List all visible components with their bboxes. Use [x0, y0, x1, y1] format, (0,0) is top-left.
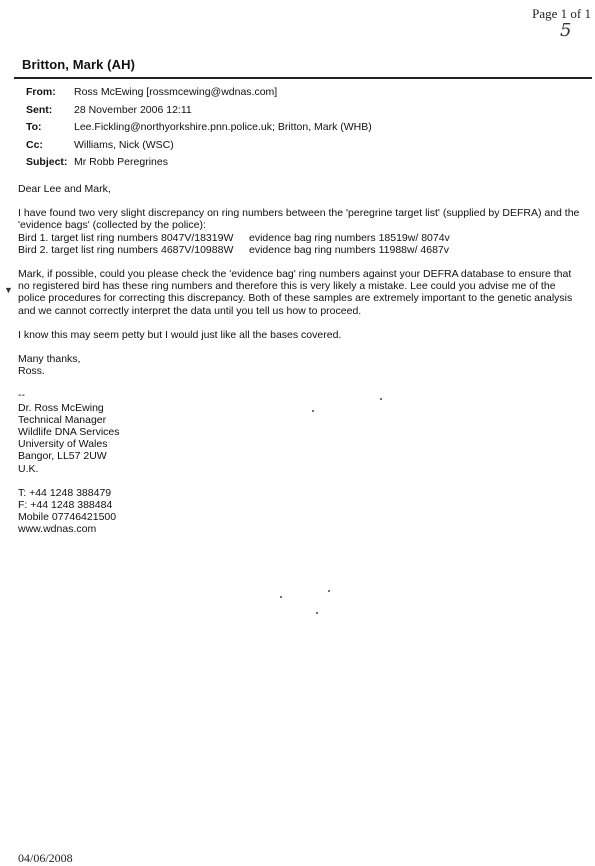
- para3: I know this may seem petty but I would just like all the bases covered.: [18, 328, 342, 341]
- signature-name: Dr. Ross McEwing: [18, 401, 104, 414]
- page-title: Britton, Mark (AH): [22, 57, 136, 72]
- from-label: From:: [26, 86, 56, 98]
- cc-value: Williams, Nick (WSC): [74, 138, 174, 151]
- signature-org: Wildlife DNA Services: [18, 426, 120, 439]
- from-row: [26, 84, 372, 102]
- signature-country: U.K.: [18, 462, 39, 475]
- footer-date: 04/06/2008: [18, 851, 73, 865]
- email-headers: [26, 84, 372, 172]
- bird2-target: Bird 2. target list ring numbers 4687V/10988W: [18, 243, 234, 256]
- cc-row: [26, 137, 372, 155]
- margin-mark: ▼: [4, 285, 13, 295]
- subject-row: [26, 154, 372, 172]
- para1-line2: 'evidence bags' (collected by the police):: [18, 219, 206, 232]
- cc-label: Cc:: [26, 138, 43, 151]
- scan-speck: [316, 612, 318, 614]
- bird2-row: [18, 244, 593, 256]
- para2-line4: and we cannot correctly interpret the data until you tell us how to proceed.: [18, 304, 362, 317]
- para2-line3: police procedures for correcting this discrepancy. Both of these samples are extremely important to the genetic analysis: [18, 292, 573, 305]
- subject-value: Mr Robb Peregrines: [74, 156, 168, 168]
- subject-label: Subject:: [26, 156, 68, 168]
- bird1-row: [18, 232, 593, 244]
- signature-tel: T: +44 1248 388479: [18, 486, 112, 499]
- sent-value: 28 November 2006 12:11: [74, 103, 192, 116]
- closing-name: Ross.: [18, 365, 45, 378]
- greeting: Dear Lee and Mark,: [18, 183, 111, 195]
- scan-speck: [312, 410, 314, 412]
- scan-speck: [328, 590, 330, 592]
- to-label: To:: [26, 121, 42, 133]
- signature-town: Bangor, LL57 2UW: [18, 450, 107, 463]
- from-value: Ross McEwing [rossmcewing@wdnas.com]: [74, 86, 278, 98]
- signature-university: University of Wales: [18, 438, 108, 451]
- scan-speck: [280, 596, 282, 598]
- to-row: [26, 119, 372, 137]
- bird1-evidence: evidence bag ring numbers 18519w/ 8074v: [249, 231, 450, 244]
- para2-line1: Mark, if possible, could you please check the 'evidence bag' ring numbers against your DEFRA database to ensure that: [18, 268, 572, 281]
- signature-web[interactable]: www.wdnas.com: [18, 523, 97, 536]
- signature-mobile: Mobile 07746421500: [18, 511, 117, 524]
- bird2-evidence: evidence bag ring numbers 11988w/ 4687v: [249, 243, 450, 256]
- para1-line1: I have found two very slight discrepancy on ring numbers between the 'peregrine target list' (supplied by DEFRA) and the: [18, 207, 580, 220]
- signature-fax: F: +44 1248 388484: [18, 499, 113, 512]
- email-body: [18, 183, 593, 536]
- closing: Many thanks,: [18, 353, 81, 366]
- sent-label: Sent:: [26, 103, 53, 116]
- scan-speck: [380, 398, 382, 400]
- para2-line2: no registered bird has these ring numbers and therefore this is very likely a mistake. Lee could you advise me of the: [18, 280, 556, 293]
- title-divider: [14, 77, 592, 79]
- handwritten-mark: 5: [560, 20, 572, 41]
- signature-dashes: --: [18, 389, 25, 402]
- to-value: Lee.Fickling@northyorkshire.pnn.police.uk; Britton, Mark (WHB): [74, 121, 372, 133]
- page-number: Page 1 of 1: [532, 6, 591, 21]
- bird1-target: Bird 1. target list ring numbers 8047V/18319W: [18, 231, 234, 244]
- signature-role: Technical Manager: [18, 413, 107, 426]
- sent-row: [26, 102, 372, 120]
